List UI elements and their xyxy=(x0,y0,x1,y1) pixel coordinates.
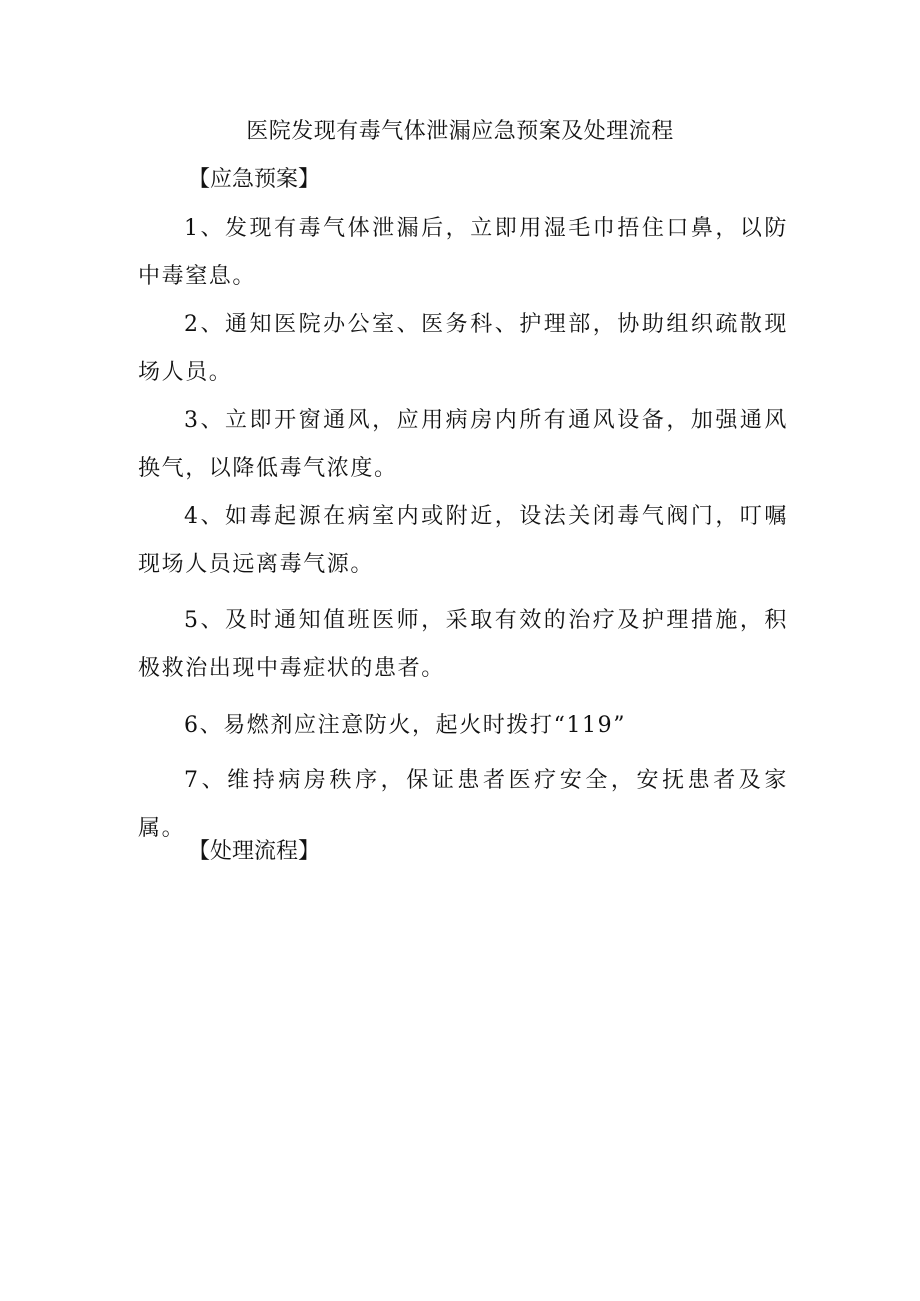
plan-step-6: 6、易燃剂应注意防火，起火时拨打“119” xyxy=(184,713,627,738)
plan-step-2: 2、通知医院办公室、医务科、护理部，协助组织疏散现场人员。 xyxy=(138,312,788,385)
plan-step-5: 5、及时通知值班医师，采取有效的治疗及护理措施，积极救治出现中毒症状的患者。 xyxy=(138,608,788,681)
plan-step-4: 4、如毒起源在病室内或附近，设法关闭毒气阀门，叮嘱现场人员远离毒气源。 xyxy=(138,504,788,577)
document-title: 医院发现有毒气体泄漏应急预案及处理流程 xyxy=(246,119,674,144)
section-heading-process-flow: 【处理流程】 xyxy=(188,839,321,864)
section-heading-emergency-plan: 【应急预案】 xyxy=(188,167,321,192)
plan-step-7: 7、维持病房秩序，保证患者医疗安全，安抚患者及家属。 xyxy=(138,768,788,841)
plan-step-1: 1、发现有毒气体泄漏后，立即用湿毛巾捂住口鼻，以防中毒窒息。 xyxy=(138,216,788,289)
plan-step-3: 3、立即开窗通风，应用病房内所有通风设备，加强通风换气，以降低毒气浓度。 xyxy=(138,408,788,481)
